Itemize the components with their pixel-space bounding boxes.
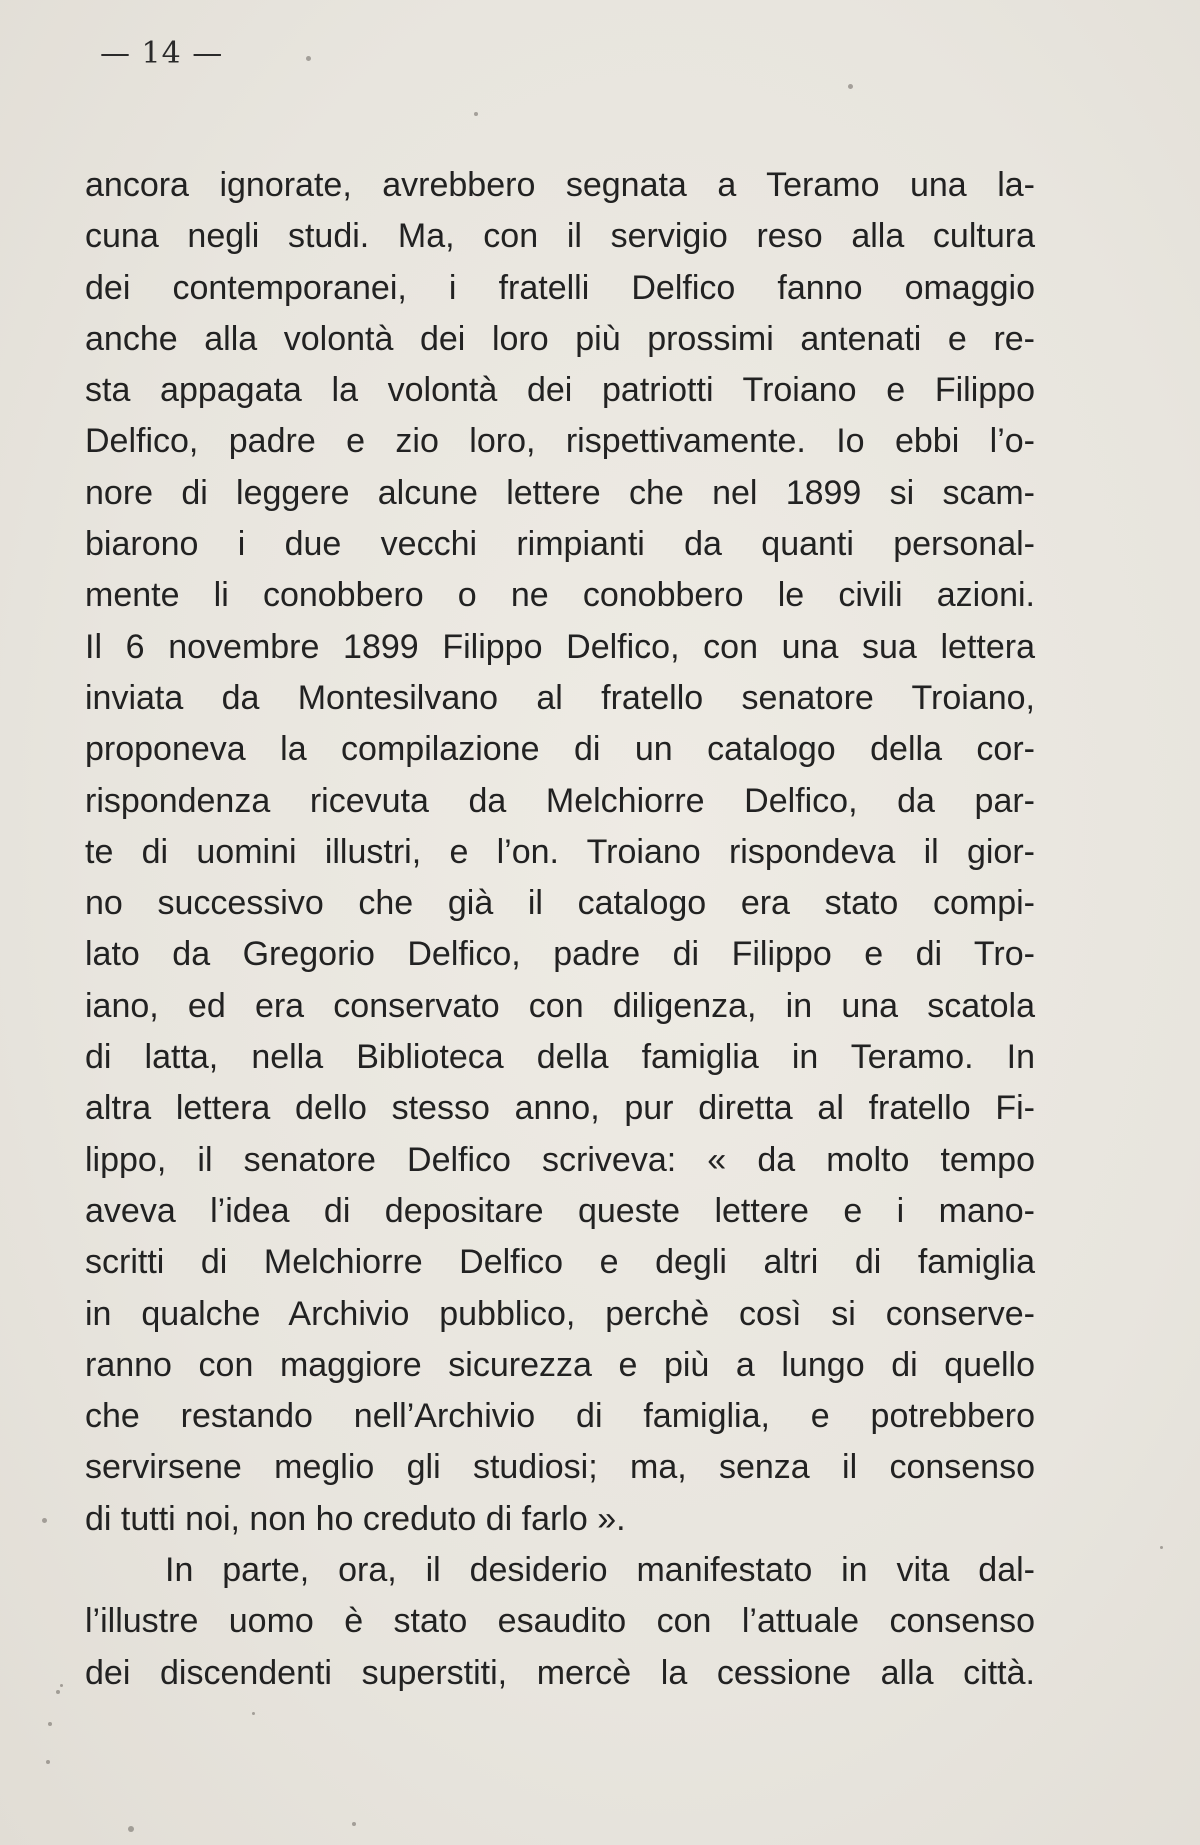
paper-speck <box>474 112 478 116</box>
paper-speck <box>60 1684 63 1687</box>
text-line: proponeva la compilazione di un catalogo della cor- <box>85 730 1035 769</box>
text-line: biarono i due vecchi rimpianti da quanti personal- <box>85 525 1035 564</box>
text-line: che restando nell’Archivio di famiglia, e potrebbero <box>85 1397 1035 1436</box>
text-line: lippo, il senatore Delfico scriveva: « da molto tempo <box>85 1140 1035 1179</box>
paper-speck <box>306 56 311 61</box>
text-line: aveva l’idea di depositare queste lettere e i mano- <box>85 1191 1035 1230</box>
paper-speck <box>42 1518 47 1523</box>
text-line: l’illustre uomo è stato esaudito con l’attuale consenso <box>85 1602 1035 1641</box>
text-line: ranno con maggiore sicurezza e più a lungo di quello <box>85 1345 1035 1384</box>
text-line: ancora ignorate, avrebbero segnata a Teramo una la- <box>85 166 1035 204</box>
text-line: iano, ed era conservato con diligenza, in una scatola <box>85 986 1035 1025</box>
paper-speck <box>1160 1546 1163 1549</box>
text-line: anche alla volontà dei loro più prossimi antenati e re- <box>85 319 1035 358</box>
text-line: nore di leggere alcune lettere che nel 1899 si scam- <box>85 473 1035 512</box>
paper-speck <box>56 1690 60 1694</box>
text-line: sta appagata la volontà dei patriotti Troiano e Filippo <box>85 371 1035 410</box>
text-line: lato da Gregorio Delfico, padre di Filippo e di Tro- <box>85 935 1035 974</box>
paper-speck <box>48 1722 52 1726</box>
text-line: Delfico, padre e zio loro, rispettivamente. Io ebbi l’o- <box>85 422 1035 461</box>
text-line: scritti di Melchiorre Delfico e degli altri di famiglia <box>85 1243 1035 1282</box>
page-number: — 14 — <box>100 36 224 71</box>
text-line: dei contemporanei, i fratelli Delfico fanno omaggio <box>85 268 1035 307</box>
text-line: di latta, nella Biblioteca della famiglia in Teramo. In <box>85 1038 1035 1077</box>
paper-speck <box>848 84 853 89</box>
text-line: dei discendenti superstiti, mercè la cessione alla città. <box>85 1653 1035 1692</box>
text-line: inviata da Montesilvano al fratello senatore Troiano, <box>85 678 1035 717</box>
body-text <box>85 160 1035 1699</box>
paper-speck <box>128 1826 134 1832</box>
text-line: cuna negli studi. Ma, con il servigio reso alla cultura <box>85 217 1035 256</box>
paper-speck <box>352 1822 356 1826</box>
text-line: no successivo che già il catalogo era stato compi- <box>85 884 1035 923</box>
text-line: rispondenza ricevuta da Melchiorre Delfico, da par- <box>85 781 1035 820</box>
text-line: servirsene meglio gli studiosi; ma, senza il consenso <box>85 1448 1035 1487</box>
text-line: altra lettera dello stesso anno, pur diretta al fratello Fi- <box>85 1089 1035 1128</box>
text-line: Il 6 novembre 1899 Filippo Delfico, con una sua lettera <box>85 627 1035 666</box>
text-line: in qualche Archivio pubblico, perchè così si conserve- <box>85 1294 1035 1333</box>
text-line: te di uomini illustri, e l’on. Troiano rispondeva il gior- <box>85 832 1035 871</box>
paper-speck <box>252 1712 255 1715</box>
paper-speck <box>46 1760 50 1764</box>
text-line: mente li conobbero o ne conobbero le civili azioni. <box>85 576 1035 615</box>
text-line: In parte, ora, il desiderio manifestato in vita dal- <box>165 1551 1035 1590</box>
text-line: di tutti noi, non ho creduto di farlo ». <box>85 1499 626 1538</box>
